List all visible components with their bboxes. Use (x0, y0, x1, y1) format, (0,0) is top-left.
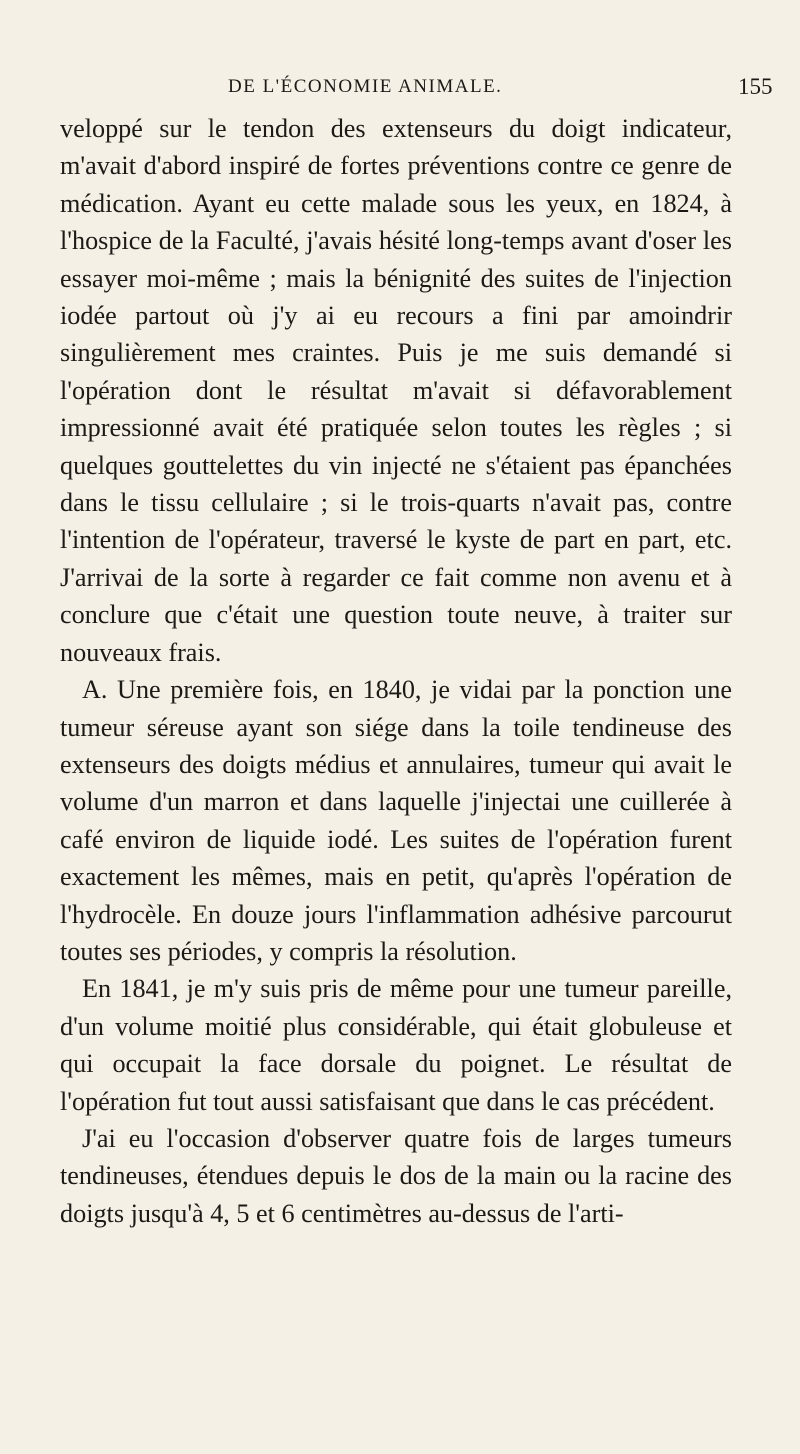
paragraph-2: A. Une première fois, en 1840, je vidai par la ponction une tumeur séreuse ayant son siége dans la toile tendineuse des extenseurs des doigts médius et annulaires, tumeur qui avait le volume d'un marron et dans laquelle j'injectai une cuillerée à café environ de liquide iodé. Les suites de l'opération furent exactement les mêmes, mais en petit, qu'après l'opération de l'hydrocèle. En douze jours l'inflammation adhésive parcourut toutes ses périodes, y compris la résolution. (60, 675, 732, 966)
paragraph-1: veloppé sur le tendon des extenseurs du doigt indicateur, m'avait d'abord inspiré de fortes préventions contre ce genre de médication. Ayant eu cette malade sous les yeux, en 1824, à l'hospice de la Faculté, j'avais hésité long-temps avant d'oser les essayer moi-même ; mais la bénignité des suites de l'injection iodée partout où j'y ai eu recours a fini par amoindrir singulièrement mes craintes. Puis je me suis demandé si l'opération dont le résultat m'avait si défavorablement impressionné avait été pratiquée selon toutes les règles ; si quelques gouttelettes du vin injecté ne s'étaient pas épanchées dans le tissu cellulaire ; si le trois-quarts n'avait pas, contre l'intention de l'opérateur, traversé le kyste de part en part, etc. J'arrivai de la sorte à regarder ce fait comme non avenu et à conclure que c'était une question toute neuve, à traiter sur nouveaux frais. (60, 114, 732, 667)
paragraph-3: En 1841, je m'y suis pris de même pour une tumeur pareille, d'un volume moitié plus considérable, qui était globuleuse et qui occupait la face dorsale du poignet. Le résultat de l'opération fut tout aussi satisfaisant que dans le cas précédent. (60, 974, 732, 1116)
paragraph-4: J'ai eu l'occasion d'observer quatre fois de larges tumeurs tendineuses, étendues depuis le dos de la main ou la racine des doigts jusqu'à 4, 5 et 6 centimètres au-dessus de l'arti- (60, 1123, 732, 1228)
page-number: 155 (738, 74, 773, 99)
running-header: DE L'ÉCONOMIE ANIMALE. (228, 76, 503, 97)
body-text (60, 110, 732, 1232)
